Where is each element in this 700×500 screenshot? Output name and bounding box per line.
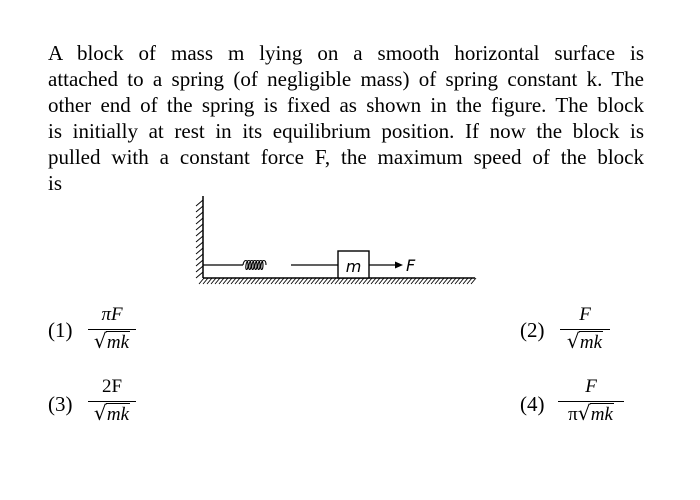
block — [338, 251, 369, 278]
option-4-number: (4) — [520, 392, 545, 416]
question-text — [48, 40, 644, 196]
fixed-wall — [196, 196, 203, 278]
option-4-fraction: F π √ mk — [558, 376, 624, 426]
option-3-fraction: 2F √ mk — [88, 376, 136, 426]
question-line: is — [48, 171, 63, 195]
option-1-radicand: mk — [106, 332, 130, 353]
option-1-number: (1) — [48, 318, 73, 342]
option-4-radicand: mk — [590, 404, 613, 425]
question-line: is initially at rest in its equilibrium position. If now the block is — [48, 119, 644, 143]
force-arrow — [369, 256, 416, 275]
option-4-denominator-prefix: π — [568, 404, 578, 425]
question-line: other end of the spring is fixed as shown in the figure. The block — [48, 93, 644, 117]
spring-block-figure — [185, 188, 485, 298]
option-3-number: (3) — [48, 392, 73, 416]
option-2-number: (2) — [520, 318, 545, 342]
option-2-numerator: F — [579, 304, 591, 325]
option-3-numerator: 2F — [101, 376, 123, 397]
question-line: pulled with a constant force F, the maximum speed of the block — [48, 145, 644, 169]
option-2-radicand: mk — [579, 332, 603, 353]
option-1-fraction: πF √ mk — [88, 304, 136, 354]
spring — [203, 261, 338, 270]
question-line: A block of mass m lying on a smooth horizontal surface is — [48, 41, 644, 65]
question-line: attached to a spring (of negligible mass) of spring constant k. The — [48, 67, 644, 91]
block-label: m — [345, 257, 362, 276]
option-1-numerator: πF — [101, 304, 123, 325]
force-label: F — [406, 256, 416, 275]
smooth-floor — [199, 278, 476, 284]
option-4-numerator: F — [585, 376, 597, 397]
option-2-fraction: F √ mk — [560, 304, 610, 354]
option-3-radicand: mk — [106, 404, 130, 425]
